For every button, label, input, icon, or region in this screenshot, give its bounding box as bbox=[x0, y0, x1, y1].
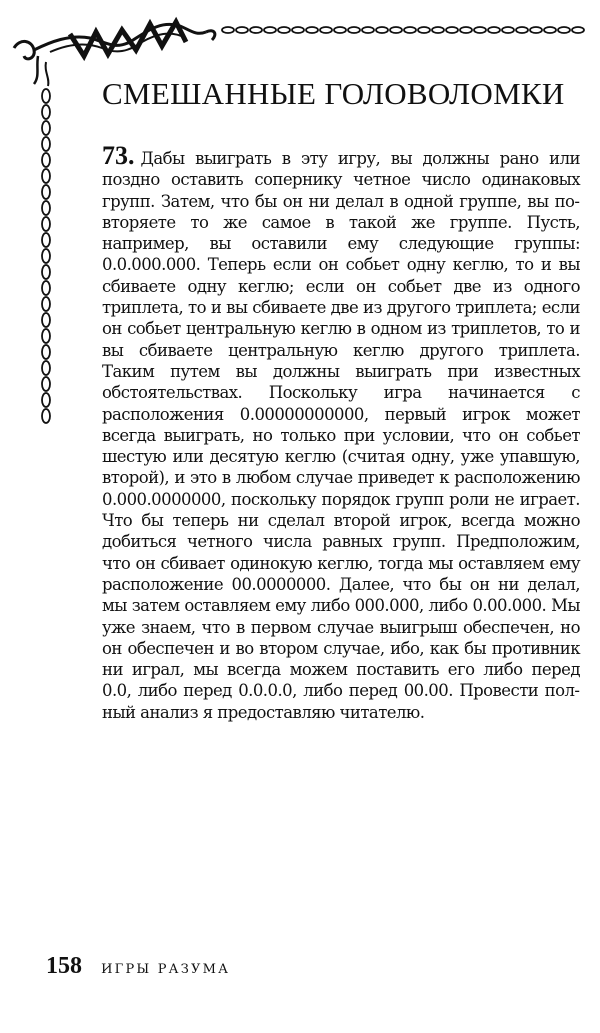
section-title: СМЕШАННЫЕ ГОЛОВОЛОМКИ bbox=[102, 76, 565, 111]
page-footer bbox=[46, 953, 230, 980]
problem-number: 73. bbox=[102, 141, 135, 170]
running-head: ИГРЫ РАЗУМА bbox=[101, 962, 231, 977]
page-number: 158 bbox=[46, 953, 82, 979]
problem-text: Дабы выиграть в эту игру, вы должны рано или поздно оставить сопернику четное число одинаковых групп. Затем, что бы он ни делал в одной группе, вы повторяете то же самое в такой же группе. Пусть, например, вы оставили ему следующие группы: 0.0.000.000. Теперь если он собьет одну кеглю, то и вы сбиваете одну кеглю; если он собьет две из одного триплета, то и вы сбиваете две из другого триплета; если он собьет центральную кеглю в одном из триплетов, то и вы сбиваете центральную кеглю другого триплета. Таким путем вы должны выиграть при известных обстоятельствах. Поскольку игра начинается с расположения 0.00000000000, первый игрок может всегда выиграть, но только при условии, что он собьет шестую или десятую кеглю (считая одну, уже упавшую, второй), и это в любом случае приведет к расположению 0.000.0000000, поскольку порядок групп роли не играет. Что бы теперь ни сделал второй игрок, всегда можно добиться четного числа равных групп. Предположим, что он сбивает одинокую кеглю, тогда мы оставляем ему расположение 00.0000000. Далее, что бы он ни делал, мы затем оставляем ему либо 000.000, либо 0.00.000. Мы уже знаем, что в первом случае выигрыш обеспечен, но он обеспечен и во втором случае, ибо, как бы противник ни играл, мы всегда можем поставить его либо перед 0.0, либо перед 0.0.0.0, либо перед 00.00. Провести полный анализ я предоставляю читателю. bbox=[102, 149, 580, 722]
vertical-chain-ornament bbox=[34, 88, 58, 428]
problem-answer bbox=[102, 141, 580, 723]
